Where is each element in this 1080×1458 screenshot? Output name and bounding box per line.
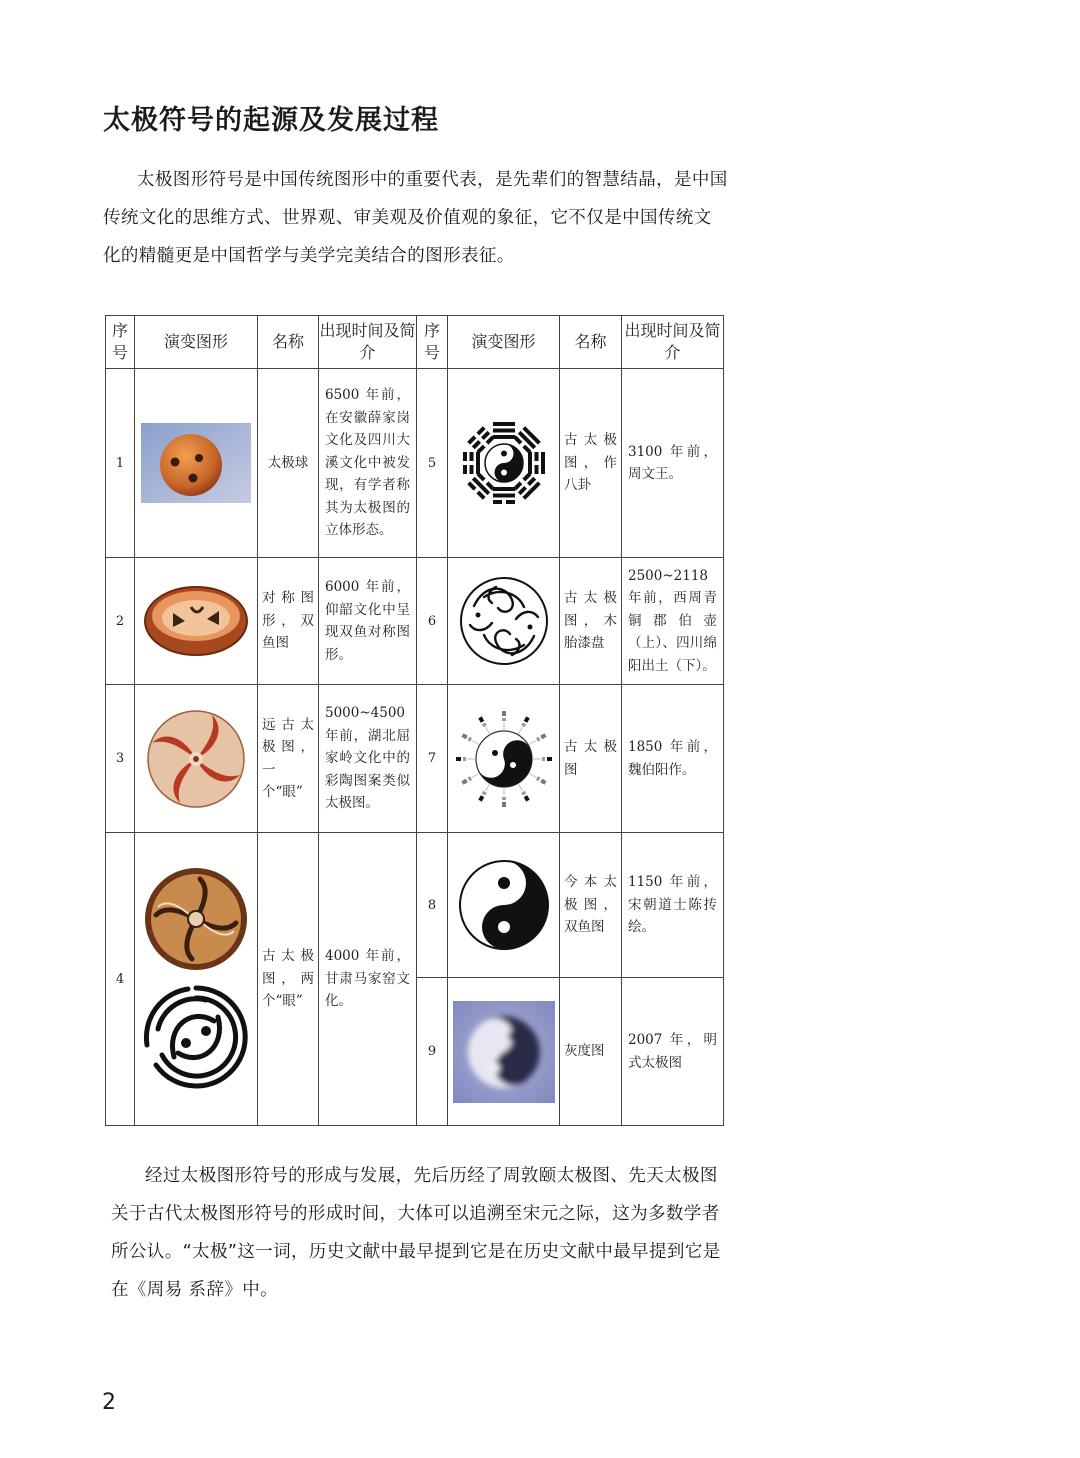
page-title: 太极符号的起源及发展过程 [103, 105, 439, 136]
row-number: 8 [417, 833, 448, 978]
header-time: 出现时间及简介 [622, 316, 724, 369]
figure-description: 3100 年前，周文王。 [622, 369, 724, 558]
figure-description: 1850 年前，魏伯阳作。 [622, 685, 724, 833]
lacquer-plate-icon [448, 558, 560, 685]
spindle-whorl-image [135, 685, 258, 833]
header-figure: 演变图形 [135, 316, 258, 369]
figure-name: 远古太极图，一个“眼” [258, 685, 319, 833]
row-number: 2 [106, 558, 135, 685]
figure-name: 太极球 [258, 369, 319, 558]
figure-name: 今本太极图，双鱼图 [560, 833, 622, 978]
figure-name: 古太极图，作八卦 [560, 369, 622, 558]
figure-description: 5000~4500 年前，湖北屈家岭文化中的彩陶图案类似太极图。 [319, 685, 417, 833]
wei-boyang-taiji-icon [448, 685, 560, 833]
header-name: 名称 [258, 316, 319, 369]
header-num: 序号 [106, 316, 135, 369]
figure-name: 对称图形，双鱼图 [258, 558, 319, 685]
header-num: 序号 [417, 316, 448, 369]
page-number: 2 [102, 1390, 116, 1415]
intro-paragraph [103, 161, 728, 275]
row-number: 1 [106, 369, 135, 558]
row-number: 3 [106, 685, 135, 833]
header-name: 名称 [560, 316, 622, 369]
table-row [106, 833, 724, 978]
row-number: 6 [417, 558, 448, 685]
evolution-table [105, 315, 724, 1126]
closing-paragraph [111, 1157, 731, 1309]
table-row [106, 369, 724, 558]
intro-text: 太极图形符号是中国传统图形中的重要代表，是先辈们的智慧结晶，是中国传统文化的思维方式、世界观、审美观及价值观的象征，它不仅是中国传统文化的精髓更是中国哲学与美学完美结合的图形表征。 [103, 170, 728, 266]
yin-yang-icon [448, 833, 560, 978]
row-number: 7 [417, 685, 448, 833]
painted-bowl-image [135, 558, 258, 685]
table-header-row [106, 316, 724, 369]
header-time: 出现时间及简介 [319, 316, 417, 369]
figure-description: 1150 年前，宋朝道士陈抟绘。 [622, 833, 724, 978]
table-row [106, 685, 724, 833]
row-number: 5 [417, 369, 448, 558]
figure-description: 6000 年前，仰韶文化中呈现双鱼对称图形。 [319, 558, 417, 685]
row-number: 4 [106, 833, 135, 1126]
figure-description: 4000 年前，甘肃马家窑文化。 [319, 833, 417, 1126]
figure-name: 古太极图，木胎漆盘 [560, 558, 622, 685]
figure-name: 灰度图 [560, 978, 622, 1126]
closing-text: 经过太极图形符号的形成与发展，先后历经了周敦颐太极图、先天太极图关于古代太极图形符号的形成时间，大体可以追溯至宋元之际，这为多数学者所公认。“太极”这一词，历史文献中最早提到它是在历史文献中最早提到它是在《周易 系辞》中。 [111, 1166, 721, 1300]
table-row [106, 558, 724, 685]
figure-description: 2007 年，明式太极图 [622, 978, 724, 1126]
grayscale-taiji-icon [448, 978, 560, 1126]
figure-name: 古太极图，两个“眼” [258, 833, 319, 1126]
figure-description: 2500~2118 年前，西周青铜郡伯壶（上）、四川绵阳出土（下）。 [622, 558, 724, 685]
figure-description: 6500 年前，在安徽薛家岗文化及四川大溪文化中被发现，有学者称其为太极图的立体形态。 [319, 369, 417, 558]
majiayao-bowl-image [135, 833, 258, 1126]
header-figure: 演变图形 [448, 316, 560, 369]
bagua-taiji-icon [448, 369, 560, 558]
clay-ball-image [135, 369, 258, 558]
row-number: 9 [417, 978, 448, 1126]
figure-name: 古太极图 [560, 685, 622, 833]
